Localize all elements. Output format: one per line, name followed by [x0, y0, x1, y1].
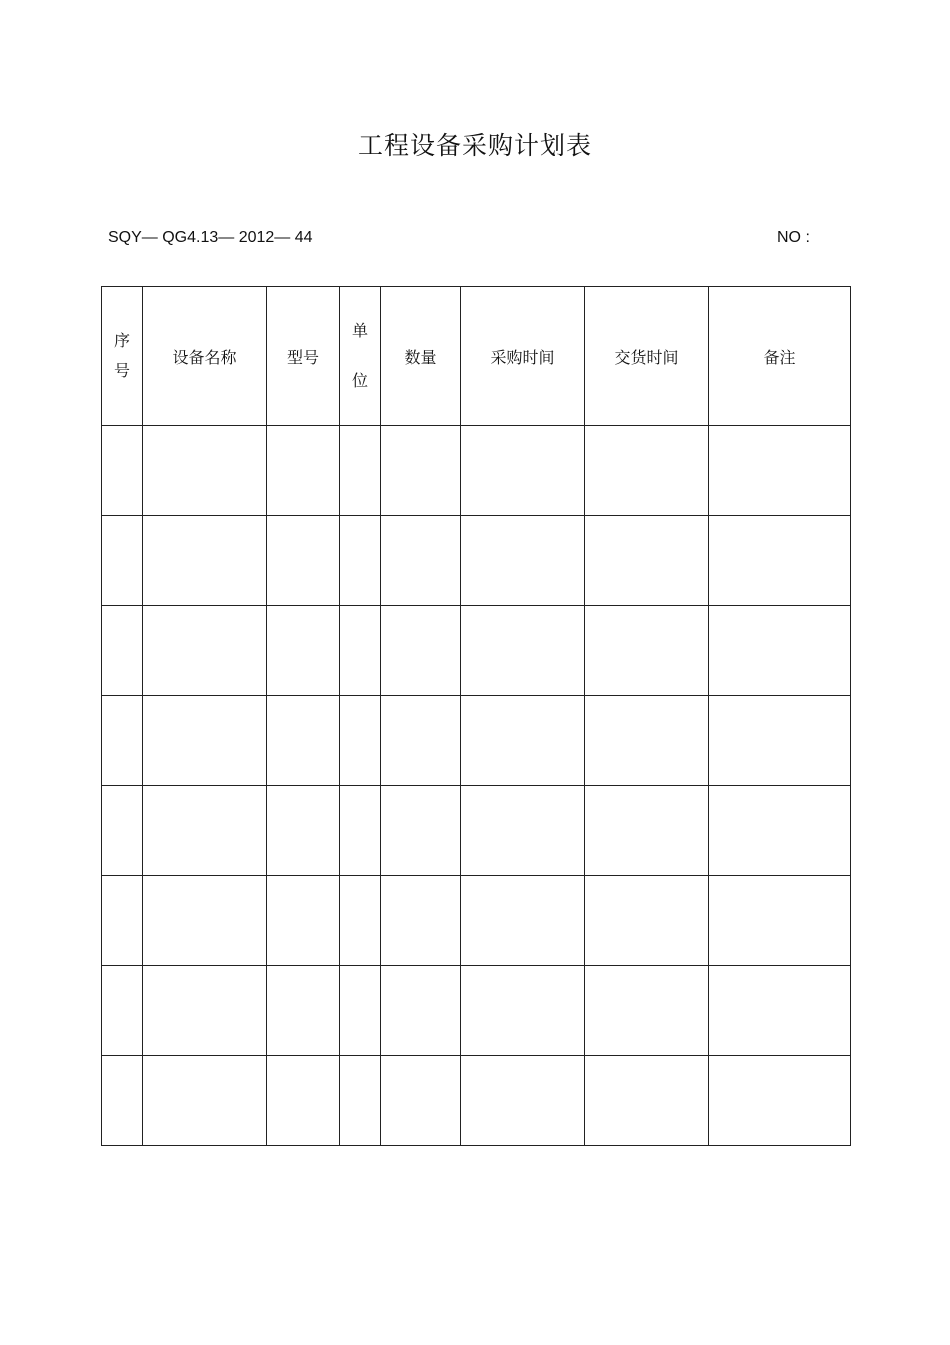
header-unit-char-1: 单 — [351, 321, 368, 340]
header-delivery-time: 交货时间 — [585, 287, 709, 426]
table-cell[interactable] — [381, 516, 461, 606]
table-cell[interactable] — [267, 1056, 340, 1146]
table-cell[interactable] — [102, 876, 143, 966]
table-cell[interactable] — [709, 606, 851, 696]
table-cell[interactable] — [709, 426, 851, 516]
table-cell[interactable] — [143, 696, 267, 786]
table-cell[interactable] — [102, 516, 143, 606]
page-title: 工程设备采购计划表 — [357, 131, 592, 160]
table-cell[interactable] — [340, 426, 381, 516]
table-cell[interactable] — [461, 966, 585, 1056]
table-cell[interactable] — [381, 696, 461, 786]
header-seq — [102, 287, 143, 426]
table-cell[interactable] — [267, 696, 340, 786]
table-cell[interactable] — [267, 966, 340, 1056]
table-cell[interactable] — [585, 516, 709, 606]
table-cell[interactable] — [461, 696, 585, 786]
header-equipment-name: 设备名称 — [143, 287, 267, 426]
table-cell[interactable] — [461, 516, 585, 606]
table-cell[interactable] — [267, 786, 340, 876]
header-remarks: 备注 — [709, 287, 851, 426]
table-cell[interactable] — [461, 1056, 585, 1146]
table-cell[interactable] — [381, 786, 461, 876]
table-cell[interactable] — [340, 516, 381, 606]
table-cell[interactable] — [461, 426, 585, 516]
table-cell[interactable] — [102, 786, 143, 876]
header-model: 型号 — [267, 287, 340, 426]
table-cell[interactable] — [267, 606, 340, 696]
table-cell[interactable] — [267, 516, 340, 606]
table-cell[interactable] — [461, 876, 585, 966]
table-cell[interactable] — [340, 606, 381, 696]
number-label: NO : — [777, 229, 810, 246]
table-cell[interactable] — [709, 1056, 851, 1146]
table-cell[interactable] — [381, 1056, 461, 1146]
table-cell[interactable] — [102, 606, 143, 696]
table-cell[interactable] — [340, 1056, 381, 1146]
table-cell[interactable] — [709, 696, 851, 786]
table-row — [102, 606, 851, 696]
table-cell[interactable] — [143, 1056, 267, 1146]
table-cell[interactable] — [585, 966, 709, 1056]
table-row — [102, 966, 851, 1056]
table-cell[interactable] — [709, 966, 851, 1056]
table-cell[interactable] — [143, 516, 267, 606]
header-unit — [340, 287, 381, 426]
table-cell[interactable] — [143, 606, 267, 696]
table-cell[interactable] — [340, 786, 381, 876]
header-row — [102, 287, 851, 426]
header-quantity: 数量 — [381, 287, 461, 426]
table-body — [102, 426, 851, 1146]
procurement-table — [101, 286, 851, 1146]
table-row — [102, 786, 851, 876]
table-cell[interactable] — [102, 1056, 143, 1146]
table-cell[interactable] — [709, 876, 851, 966]
table-row — [102, 876, 851, 966]
table-cell[interactable] — [340, 876, 381, 966]
header-seq-char-2: 号 — [113, 361, 130, 380]
table-cell[interactable] — [461, 786, 585, 876]
header-purchase-time: 采购时间 — [461, 287, 585, 426]
table-cell[interactable] — [585, 1056, 709, 1146]
header-unit-char-2: 位 — [351, 371, 368, 390]
table-cell[interactable] — [381, 606, 461, 696]
table-cell[interactable] — [461, 606, 585, 696]
table-cell[interactable] — [381, 966, 461, 1056]
table-cell[interactable] — [102, 696, 143, 786]
table-cell[interactable] — [340, 966, 381, 1056]
table-cell[interactable] — [143, 786, 267, 876]
table-cell[interactable] — [585, 876, 709, 966]
table-cell[interactable] — [585, 606, 709, 696]
table-row — [102, 1056, 851, 1146]
table-cell[interactable] — [102, 966, 143, 1056]
table-row — [102, 696, 851, 786]
table-cell[interactable] — [340, 696, 381, 786]
table-cell[interactable] — [585, 426, 709, 516]
table-cell[interactable] — [381, 876, 461, 966]
table-cell[interactable] — [585, 786, 709, 876]
header-seq-char-1: 序 — [113, 331, 130, 350]
table-cell[interactable] — [381, 426, 461, 516]
table-cell[interactable] — [585, 696, 709, 786]
table-cell[interactable] — [709, 516, 851, 606]
table-cell[interactable] — [267, 876, 340, 966]
document-code: SQY— QG4.13— 2012— 44 — [108, 229, 313, 246]
table-cell[interactable] — [709, 786, 851, 876]
table-cell[interactable] — [267, 426, 340, 516]
table-cell[interactable] — [143, 876, 267, 966]
table-cell[interactable] — [102, 426, 143, 516]
table-row — [102, 426, 851, 516]
table-cell[interactable] — [143, 426, 267, 516]
table-cell[interactable] — [143, 966, 267, 1056]
table-row — [102, 516, 851, 606]
